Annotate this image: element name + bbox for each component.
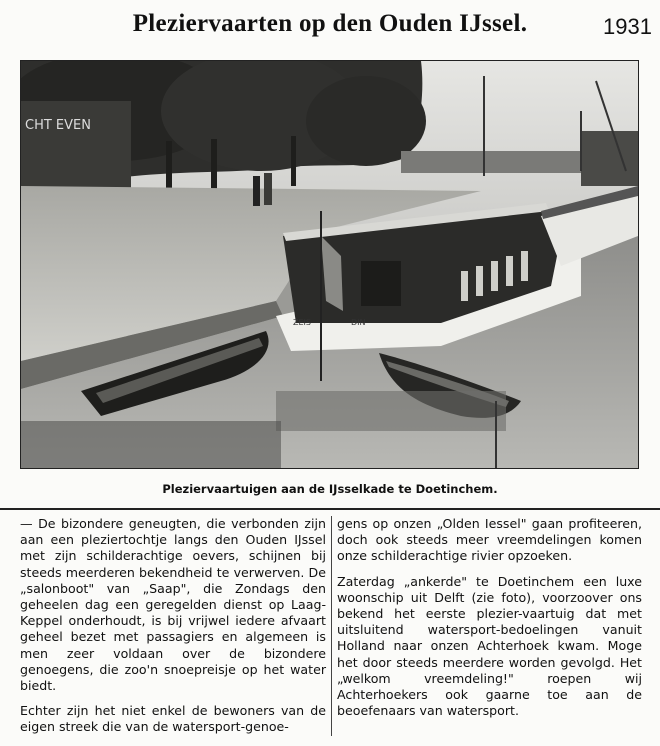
boat-name-bow: ZEIS [293, 318, 311, 327]
shop-sign-text: CHT EVEN [25, 118, 91, 133]
article-paragraph: Zaterdag „ankerde" te Doetinchem een luxe woonschip uit Delft (zie foto), voorzoover ons bekend het eerste plezier-vaartuig dat met uitsluitend watersport-bedoelingen vanuit Holland naar onzen Achterhoek kwam. Moge het door steeds meerdere worden gevolgd. Het „welkom vreemdeling!" roepen wij Achterhoekers ook gaarne toe aan de beoefenaars van watersport. [337, 573, 642, 719]
photograph [20, 60, 639, 469]
year-label: 1931 [603, 14, 652, 39]
headline: Pleziervaarten op den Ouden IJssel. [132, 10, 528, 37]
article-paragraph: gens op onzen „Olden Iessel" gaan profiteeren, doch ook steeds meer vreemdelingen komen onze schilderachtige rivier opzoeken. [337, 516, 642, 564]
harbor-photo-image [21, 61, 638, 468]
photo-caption: Pleziervaartuigen aan de IJsselkade te Doetinchem. [162, 482, 498, 496]
article-paragraph: Echter zijn het niet enkel de bewoners van de eigen streek die van de watersport-genoe- [20, 703, 326, 735]
article-paragraph: — De bizondere geneugten, die verbonden zijn aan een pleziertochtje langs den Ouden IJssel met zijn schilderachtige oevers, schijnen bij steeds meerderen bekendheid te verwerven. De „salonboot" van „Saap", die Zondags den geheelen dag een geregelden dienst op Laag-Keppel onderhoudt, is bij vrijwel iedere afvaart geheel bezet met passagiers en algemeen is men zeer voldaan over de bizondere genoegens, die zoo'n snoepreisje op het water biedt. [20, 516, 326, 694]
article-column-left [20, 516, 326, 736]
boat-name-hull: DIN [351, 318, 366, 327]
article-column-right [337, 516, 642, 719]
column-divider [331, 516, 332, 736]
horizontal-rule [0, 508, 660, 510]
